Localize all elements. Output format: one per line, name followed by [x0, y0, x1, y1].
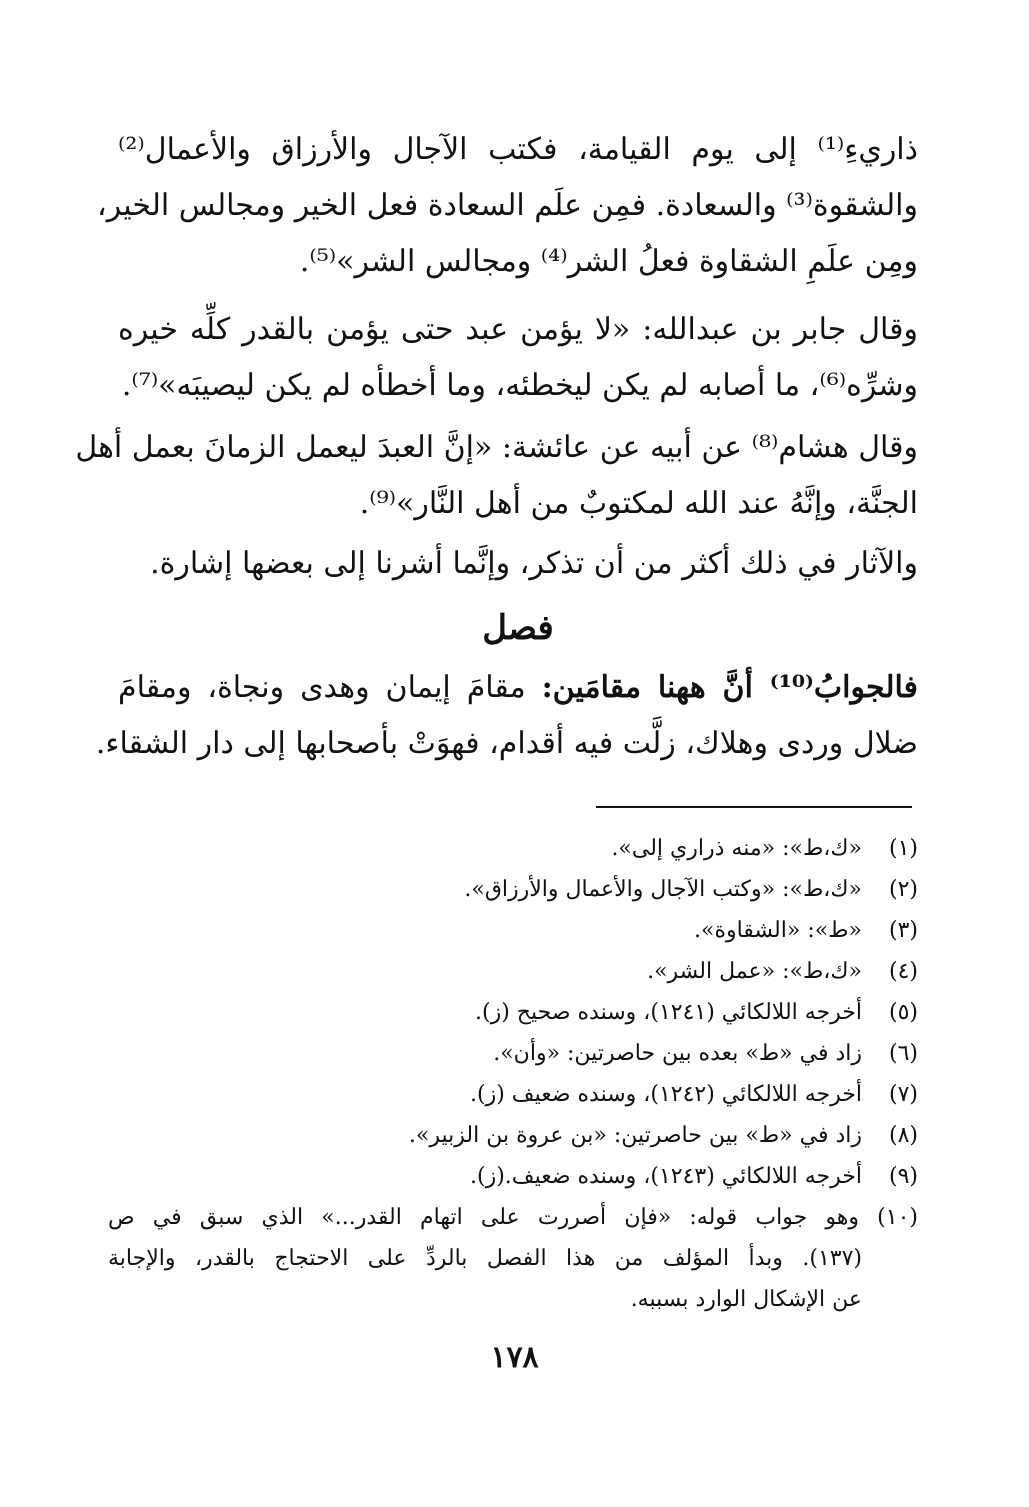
footnote-line: (١٣٧). وبدأ المؤلف من هذا الفصل بالردِّ على الاحتجاج بالقدر، والإجابة [108, 1246, 862, 1271]
footnote-number: (٨) [888, 1123, 918, 1148]
footnote-item [108, 951, 918, 992]
section-heading: فصل [482, 608, 554, 648]
paragraph-line: وقال جابر بن عبدالله: «لا يؤمن عبد حتى يؤمن بالقدر كلِّه خيره [118, 312, 918, 347]
paragraph-line: والشقوة⁽³⁾ والسعادة. فمِن علَم السعادة فعل الخير ومجالس الخير، [97, 188, 918, 223]
paragraph-line: وشرِّه⁽⁶⁾، ما أصابه لم يكن ليخطئه، وما أخطأه لم يكن ليصيبَه»⁽⁷⁾. [121, 368, 918, 403]
footnote-line: (١٠) وهو جواب قوله: «فإن أصررت على اتهام القدر...» الذي سبق في ص [108, 1205, 918, 1230]
footnote-item [108, 1156, 918, 1197]
paragraph-5 [95, 660, 918, 772]
footnote-item [108, 910, 918, 951]
paragraph-line: وقال هشام⁽⁸⁾ عن أبيه عن عائشة: «إنَّ العبدَ ليعمل الزمانَ بعمل أهل [75, 430, 918, 465]
footnote-text: أخرجه اللالكائي (١٢٤١)، وسنده صحيح (ز). [475, 1000, 862, 1025]
footnote-number: (٩) [888, 1164, 918, 1189]
footnotes [108, 828, 918, 1320]
footnote-number: (١) [888, 836, 918, 861]
answer-lead: فالجوابُ⁽¹⁰⁾ أنَّ ههنا مقامَين: [541, 670, 918, 705]
answer-continuation: مقامَ إيمان وهدى ونجاة، ومقامَ [118, 670, 542, 705]
footnote-text: أخرجه اللالكائي (١٢٤٢)، وسنده ضعيف (ز). [470, 1082, 862, 1107]
footnote-text: أخرجه اللالكائي (١٢٤٣)، وسنده ضعيف.(ز). [470, 1164, 862, 1189]
footnote-number: (٦) [888, 1041, 918, 1066]
footnote-number: (٧) [888, 1082, 918, 1107]
paragraph-line [118, 660, 918, 716]
footnote-item [108, 992, 918, 1033]
footnote-text: زاد في «ط» بعده بين حاصرتين: «وأن». [493, 1041, 862, 1066]
footnote-item [108, 828, 918, 869]
paragraph-line: والآثار في ذلك أكثر من أن تذكر، وإنَّما أشرنا إلى بعضها إشارة. [150, 546, 918, 581]
paragraph-line: الجنَّة، وإنَّهُ عند الله لمكتوبٌ من أهل النَّار»⁽⁹⁾. [359, 486, 918, 521]
paragraph-1 [97, 122, 918, 290]
paragraph-4 [118, 536, 918, 592]
footnote-text: «ط»: «الشقاوة». [693, 918, 862, 943]
page-number: ١٧٨ [490, 1340, 539, 1375]
footnote-text: زاد في «ط» بين حاصرتين: «بن عروة بن الزبير». [408, 1123, 862, 1148]
footnote-text: «ك،ط»: «منه ذراري إلى». [611, 836, 862, 861]
footnote-item-10 [108, 1197, 918, 1320]
paragraph-line: ومِن علَمِ الشقاوة فعلُ الشر⁽⁴⁾ ومجالس الشر»⁽⁵⁾. [299, 244, 918, 279]
footnote-item [108, 1115, 918, 1156]
footnote-number: (٢) [888, 877, 918, 902]
footnote-item [108, 1074, 918, 1115]
footnote-line: عن الإشكال الوارد بسببه. [630, 1287, 862, 1312]
footnote-divider [596, 806, 912, 808]
paragraph-line: ضلال وردى وهلاك، زلَّت فيه أقدام، فهوَتْ بأصحابها إلى دار الشقاء. [95, 726, 918, 761]
footnote-text: «ك،ط»: «عمل الشر». [647, 959, 862, 984]
footnote-item [108, 1033, 918, 1074]
paragraph-2 [118, 302, 918, 414]
footnote-number: (٥) [888, 1000, 918, 1025]
footnote-text: «ك،ط»: «وكتب الآجال والأعمال والأرزاق». [464, 877, 862, 902]
paragraph-3 [75, 420, 918, 532]
footnote-item [108, 869, 918, 910]
footnote-number: (٣) [888, 918, 918, 943]
paragraph-line: ذاريءِ⁽¹⁾ إلى يوم القيامة، فكتب الآجال والأرزاق والأعمال⁽²⁾ [118, 132, 918, 167]
footnote-number: (٤) [888, 959, 918, 984]
